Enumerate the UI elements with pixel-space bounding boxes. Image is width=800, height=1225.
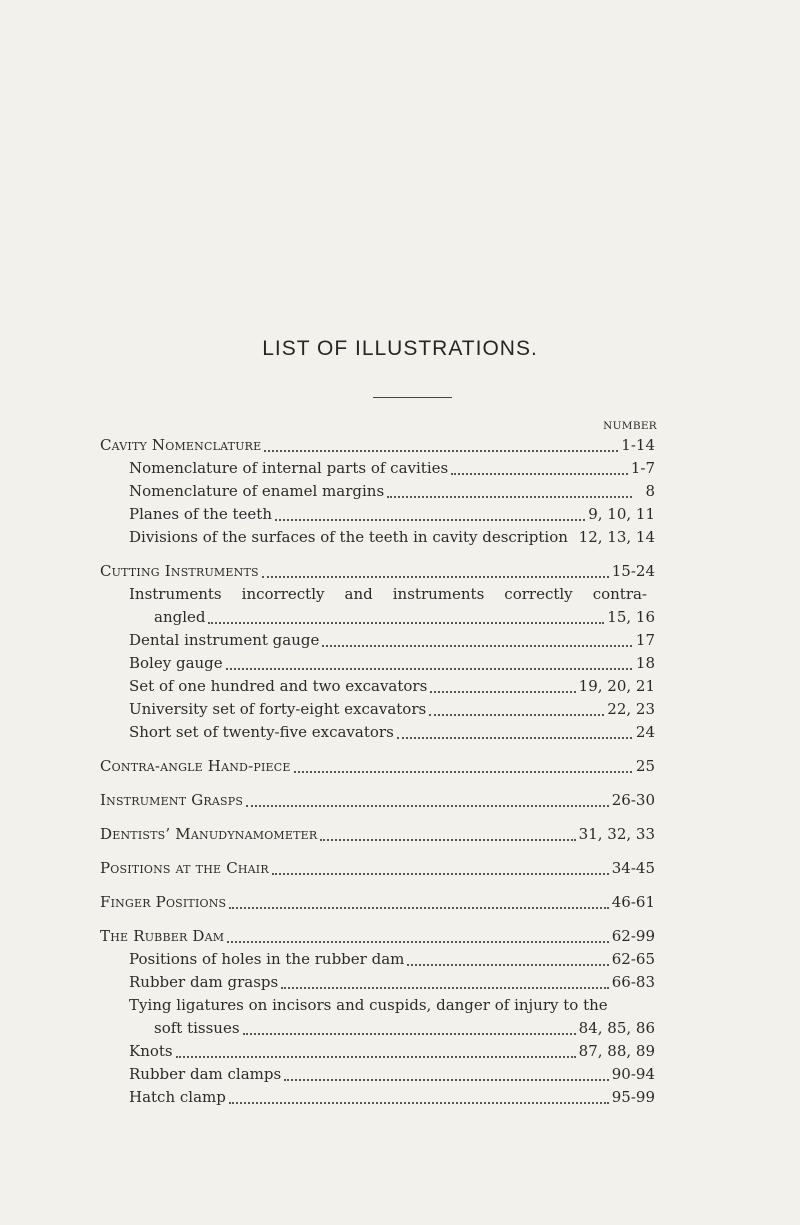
toc-item-label: Short set of twenty-five excavators <box>129 723 394 741</box>
dot-leader <box>284 1079 609 1081</box>
toc-heading-number: 34-45 <box>611 859 655 877</box>
toc-item-label: Nomenclature of internal parts of cavities <box>129 459 449 477</box>
toc-item-number: 8 <box>645 482 655 500</box>
dot-leader <box>243 1033 576 1035</box>
toc-item[interactable] <box>129 480 655 503</box>
dot-leader <box>227 941 609 943</box>
toc-item-number: 15, 16 <box>607 608 655 626</box>
number-column-header: NUMBER <box>603 420 657 432</box>
toc-item-label: Planes of the teeth <box>129 505 272 523</box>
toc-item-label: Set of one hundred and two excavators <box>129 677 428 695</box>
toc-heading-number: 26-30 <box>611 791 655 809</box>
section-instrument-grasps <box>100 789 655 812</box>
toc-item[interactable] <box>154 1017 655 1040</box>
toc-item[interactable] <box>129 971 655 994</box>
toc-item[interactable] <box>129 1063 655 1086</box>
toc-heading[interactable] <box>100 857 655 880</box>
toc-item-number: 24 <box>635 723 655 741</box>
toc-item-label: Boley gauge <box>129 654 223 672</box>
toc-item-number: 84, 85, 86 <box>578 1019 655 1037</box>
toc-item-number: 12, 13, 14 <box>578 528 655 546</box>
toc-item[interactable] <box>129 721 655 744</box>
toc-heading-number: 1-14 <box>621 436 655 454</box>
toc-item[interactable] <box>129 948 655 971</box>
toc-heading-label: Positions at the Chair <box>100 859 269 877</box>
section-manudynamometer <box>100 823 655 846</box>
dot-leader <box>320 839 575 841</box>
toc-heading-label: Dentists’ Manudynamometer <box>100 825 318 843</box>
dot-leader <box>226 668 632 670</box>
toc-heading[interactable] <box>100 891 655 914</box>
toc-heading-label: Contra-angle Hand-piece <box>100 757 291 775</box>
dot-leader <box>275 519 585 521</box>
toc-item-number: 9, 10, 11 <box>588 505 655 523</box>
toc-item-number: 95-99 <box>611 1088 655 1106</box>
toc-item[interactable] <box>129 457 655 480</box>
dot-leader <box>387 496 632 498</box>
dot-leader <box>208 622 604 624</box>
toc-item-label: University set of forty-eight excavators <box>129 700 427 718</box>
toc-heading-number: 25 <box>635 757 655 775</box>
toc-item-label: Tying ligatures on incisors and cuspids, danger of injury to the <box>129 996 608 1014</box>
toc-heading[interactable] <box>100 560 655 583</box>
toc-heading[interactable] <box>100 789 655 812</box>
toc-item-label: Rubber dam grasps <box>129 973 279 991</box>
toc-item-number: 1-7 <box>630 459 655 477</box>
toc-heading[interactable] <box>100 823 655 846</box>
table-of-illustrations <box>100 434 655 1120</box>
dot-leader <box>272 873 609 875</box>
toc-item[interactable] <box>129 1040 655 1063</box>
toc-item-label: Hatch clamp <box>129 1088 226 1106</box>
toc-item[interactable] <box>129 629 655 652</box>
toc-item-number: 19, 20, 21 <box>578 677 655 695</box>
toc-heading[interactable] <box>100 434 655 457</box>
dot-leader <box>294 771 632 773</box>
dot-leader <box>229 907 608 909</box>
section-cavity-nomenclature <box>100 434 655 549</box>
toc-heading-number: 31, 32, 33 <box>578 825 655 843</box>
toc-heading-number: 46-61 <box>611 893 655 911</box>
dot-leader <box>407 964 608 966</box>
toc-heading-label: Cutting Instruments <box>100 562 259 580</box>
toc-heading[interactable] <box>100 755 655 778</box>
toc-item-label: Nomenclature of enamel margins <box>129 482 385 500</box>
toc-item-label: Dental instrument gauge <box>129 631 320 649</box>
dot-leader <box>264 450 618 452</box>
toc-item-line1[interactable] <box>129 994 655 1017</box>
toc-item-label-cont: angled <box>154 608 206 626</box>
toc-item-number: 66-83 <box>611 973 655 991</box>
toc-item-label: Knots <box>129 1042 173 1060</box>
section-contra-angle-hand-piece <box>100 755 655 778</box>
section-cutting-instruments <box>100 560 655 744</box>
section-finger-positions <box>100 891 655 914</box>
toc-item[interactable] <box>129 675 655 698</box>
toc-item-label: Divisions of the surfaces of the teeth in cavity description <box>129 528 568 546</box>
toc-item-number: 22, 23 <box>607 700 655 718</box>
section-rubber-dam <box>100 925 655 1109</box>
toc-item-label-cont: soft tissues <box>154 1019 240 1037</box>
toc-item[interactable] <box>129 503 655 526</box>
dot-leader <box>229 1102 609 1104</box>
toc-item-line1[interactable] <box>129 583 655 606</box>
toc-heading[interactable] <box>100 925 655 948</box>
toc-item[interactable] <box>129 526 655 549</box>
toc-item-number: 18 <box>635 654 655 672</box>
toc-heading-label: Finger Positions <box>100 893 227 911</box>
toc-heading-label: The Rubber Dam <box>100 927 225 945</box>
dot-leader <box>246 805 609 807</box>
dot-leader <box>176 1056 576 1058</box>
dot-leader <box>429 714 604 716</box>
toc-item-label: Positions of holes in the rubber dam <box>129 950 405 968</box>
toc-item-number: 87, 88, 89 <box>578 1042 655 1060</box>
toc-item[interactable] <box>129 1086 655 1109</box>
toc-item-label: Rubber dam clamps <box>129 1065 282 1083</box>
dot-leader <box>397 737 632 739</box>
toc-item-number: 62-65 <box>611 950 655 968</box>
toc-heading-number: 62-99 <box>611 927 655 945</box>
toc-item[interactable] <box>129 652 655 675</box>
toc-item-number: 90-94 <box>611 1065 655 1083</box>
dot-leader <box>262 576 609 578</box>
dot-leader <box>322 645 632 647</box>
section-positions-at-chair <box>100 857 655 880</box>
toc-heading-number: 15-24 <box>611 562 655 580</box>
toc-item-label: Instruments incorrectly and instruments correctly contra- <box>129 585 647 603</box>
toc-item[interactable] <box>154 606 655 629</box>
dot-leader <box>451 473 628 475</box>
page-title: LIST OF ILLUSTRATIONS. <box>262 337 538 360</box>
title-divider <box>373 397 452 398</box>
toc-heading-label: Cavity Nomenclature <box>100 436 262 454</box>
toc-item[interactable] <box>129 698 655 721</box>
toc-item-number: 17 <box>635 631 655 649</box>
dot-leader <box>430 691 575 693</box>
toc-heading-label: Instrument Grasps <box>100 791 244 809</box>
dot-leader <box>281 987 609 989</box>
